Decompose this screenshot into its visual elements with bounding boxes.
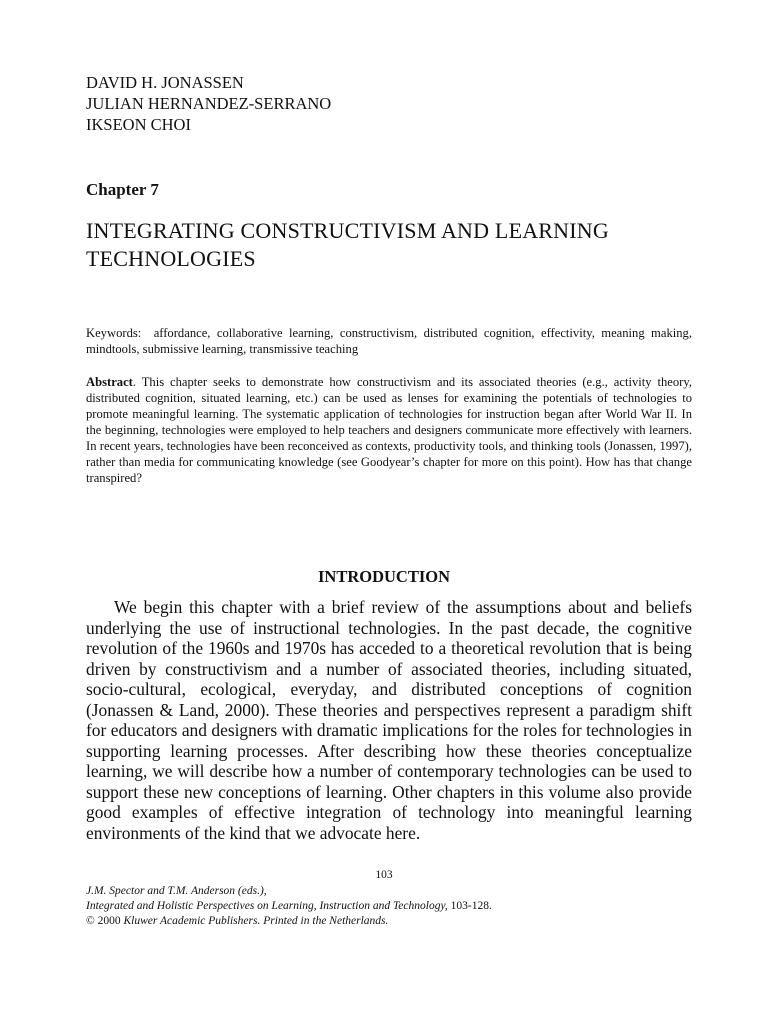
author-name: DAVID H. JONASSEN bbox=[86, 73, 244, 92]
abstract-block bbox=[86, 374, 692, 486]
footer-publisher: Kluwer Academic Publishers. Printed in the Netherlands. bbox=[123, 915, 389, 927]
author-list bbox=[86, 72, 331, 135]
footer-book-line bbox=[86, 899, 706, 914]
citation-footer bbox=[86, 884, 706, 929]
abstract-label: Abstract bbox=[86, 375, 133, 389]
abstract-text: . This chapter seeks to demonstrate how constructivism and its associated theories (e.g., activity theory, distributed cognition, situated learning, etc.) can be used as lenses for examining the potentials of technologies to promote meaningful learning. The systematic application of technologies for instruction began after World War II. In the beginning, technologies were employed to help teachers and designers communicate more effectively with learners. In recent years, technologies have been reconceived as contexts, productivity tools, and thinking tools (Jonassen, 1997), rather than media for communicating knowledge (see Goodyear’s chapter for more on this point). How has that change transpired? bbox=[86, 375, 692, 485]
footer-copyright-year: © 2000 bbox=[86, 915, 121, 927]
keywords-block bbox=[86, 325, 692, 357]
section-heading: INTRODUCTION bbox=[317, 567, 451, 586]
footer-editors: J.M. Spector and T.M. Anderson (eds.), bbox=[86, 885, 267, 897]
footer-pages: 103-128. bbox=[450, 900, 492, 912]
chapter-label: Chapter 7 bbox=[86, 180, 159, 199]
introduction-paragraph: We begin this chapter with a brief review of the assumptions about and beliefs underlying the use of instructional technologies. In the past decade, the cognitive revolution of the 1960s and 1970s has acceded to a theoretical revolution that is being driven by constructivism and a number of associated theories, including situated, socio-cultural, ecological, everyday, and distributed conceptions of cognition (Jonassen & Land, 2000). These theories and perspectives represent a paradigm shift for educators and designers with dramatic implications for the roles for technologies in supporting learning processes. After describing how these theories conceptualize learning, we will describe how a number of contemporary technologies can be used to support these new conceptions of learning. Other chapters in this volume also provide good examples of effective integration of technology into meaningful learning environments of the kind that we advocate here. bbox=[86, 597, 692, 843]
author-name: JULIAN HERNANDEZ-SERRANO bbox=[86, 94, 332, 113]
keywords-label: Keywords: bbox=[86, 326, 142, 340]
author-name: IKSEON CHOI bbox=[86, 115, 191, 134]
footer-copyright-line bbox=[86, 914, 706, 929]
page-number: 103 bbox=[375, 869, 393, 881]
chapter-title: INTEGRATING CONSTRUCTIVISM AND LEARNING TECHNOLOGIES bbox=[86, 218, 609, 271]
keywords-text: affordance, collaborative learning, constructivism, distributed cognition, effectivity, meaning making, mindtools, submissive learning, transmissive teaching bbox=[86, 326, 692, 356]
footer-book-title: Integrated and Holistic Perspectives on Learning, Instruction and Technology, bbox=[86, 900, 448, 912]
